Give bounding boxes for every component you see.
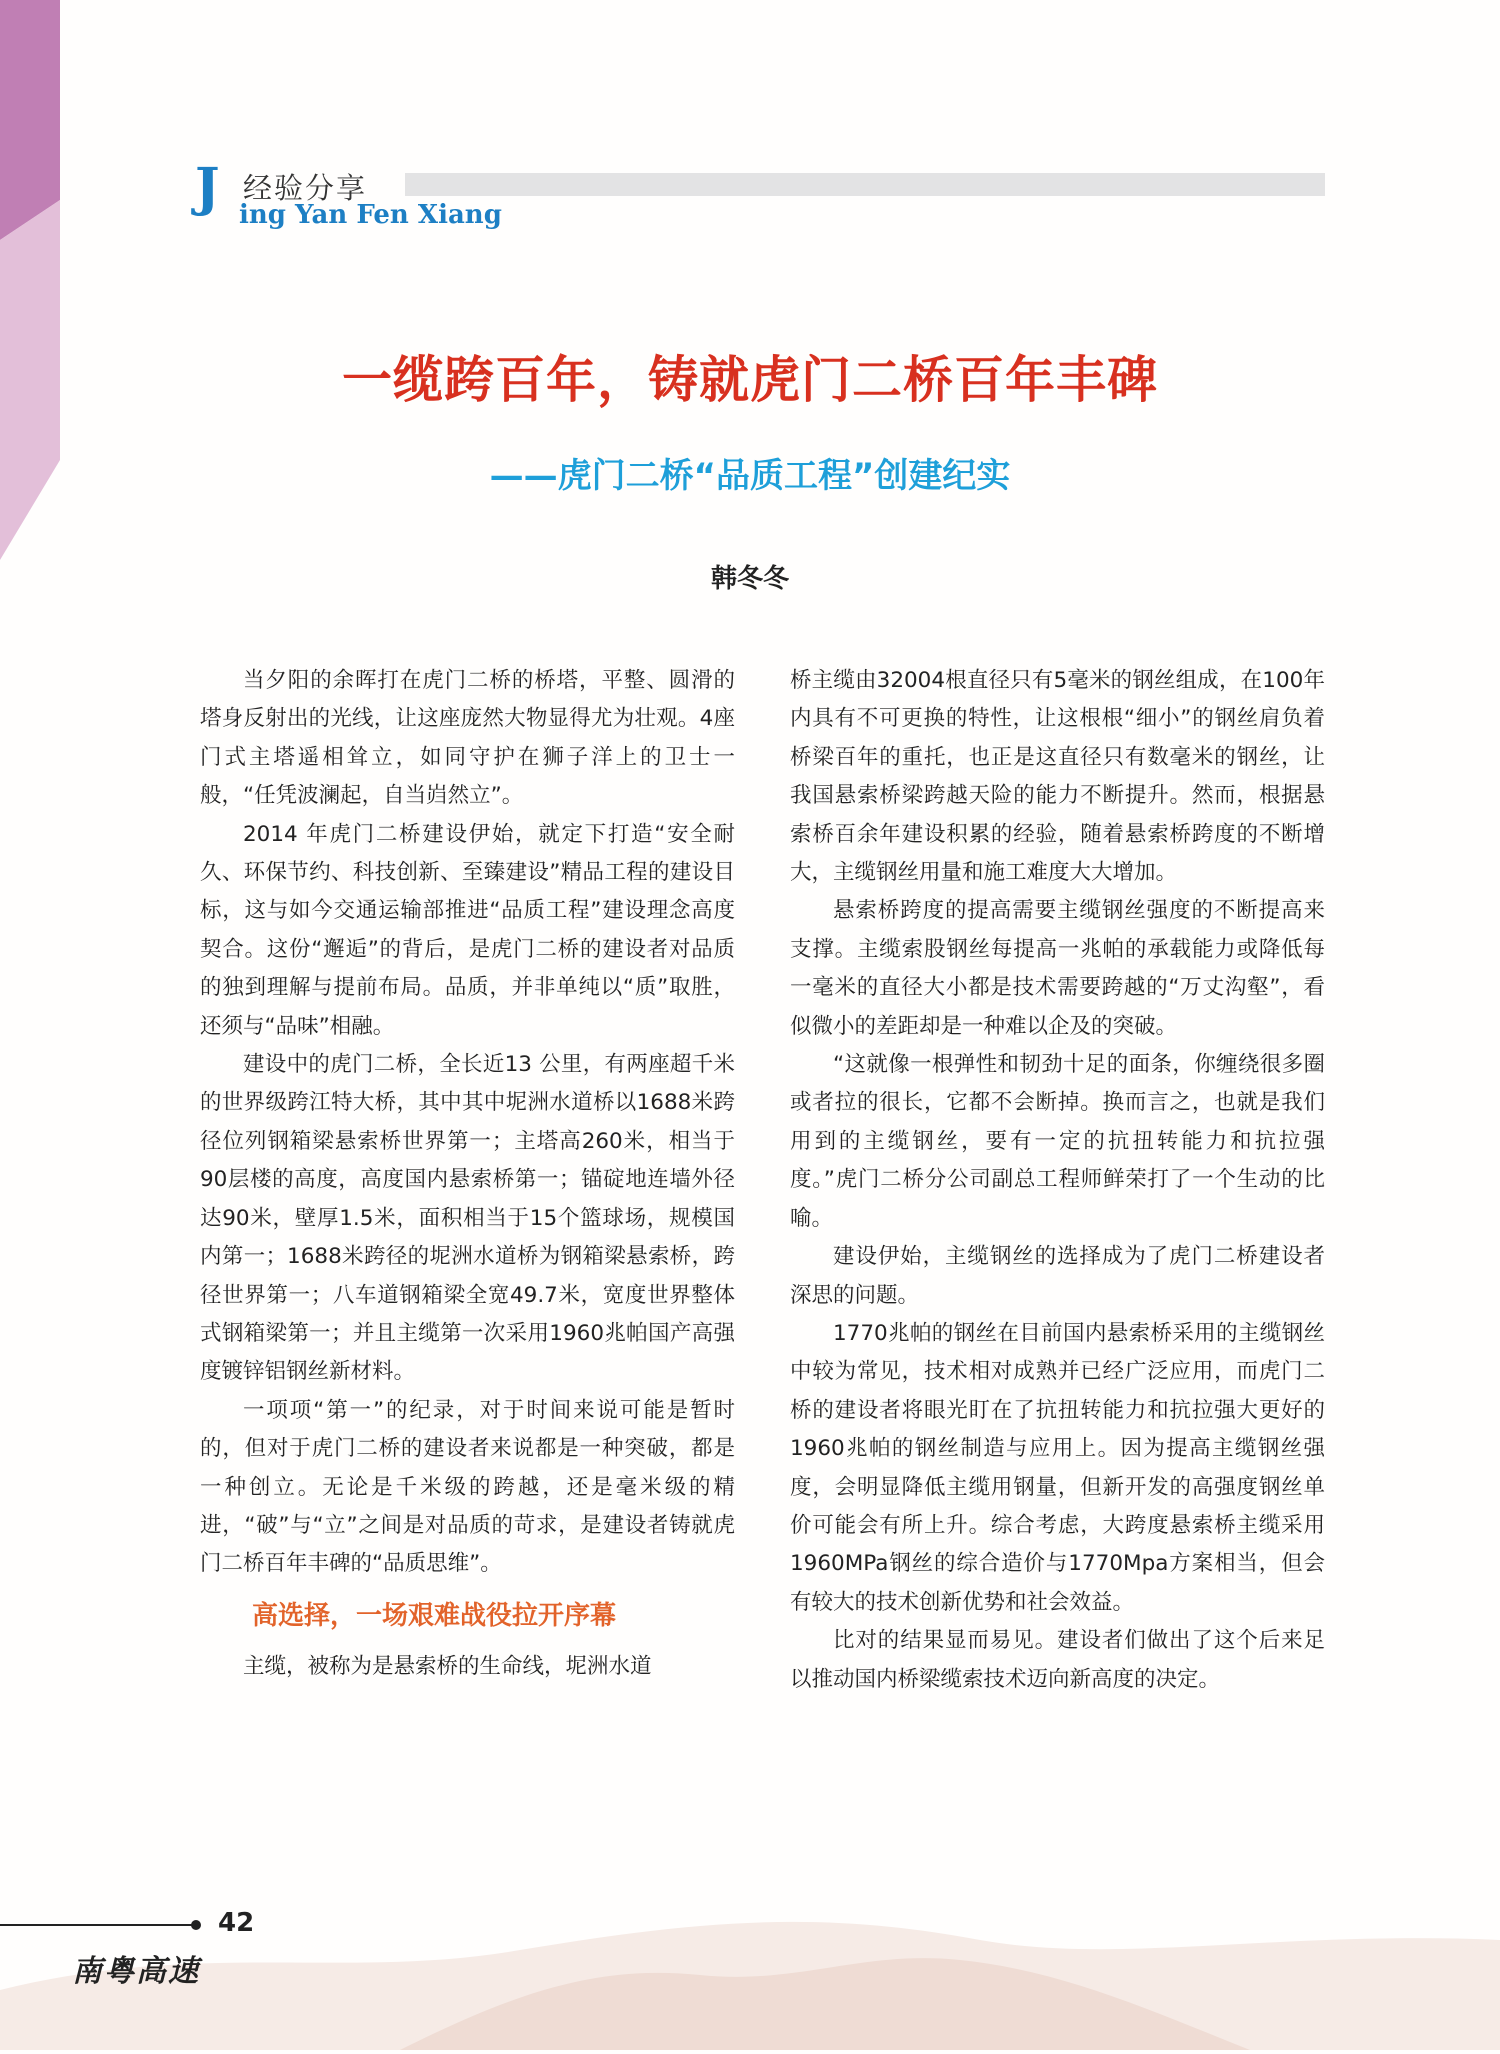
paragraph: 一项项“第一”的纪录，对于时间来说可能是暂时的，但对于虎门二桥的建设者来说都是一种突破，都是一种创立。无论是千米级的跨越，还是毫米级的精进，“破”与“立”之间是对品质的苛求，是建设者铸就虎门二桥百年丰碑的“品质思维”。 [200,1397,735,1577]
column-header [195,157,1325,240]
paragraph: 建设伊始，主缆钢丝的选择成为了虎门二桥建设者深思的问题。 [790,1244,1325,1308]
paragraph: 桥主缆由32004根直径只有5毫米的钢丝组成，在100年内具有不可更换的特性，让这根根“细小”的钢丝肩负着桥梁百年的重托，也正是这直径只有数毫米的钢丝，让我国悬索桥梁跨越天险的能力不断提升。然而，根据悬索桥百余年建设积累的经验，随着悬索桥跨度的不断增大，主缆钢丝用量和施工难度大大增加。 [790,668,1325,886]
paragraph: “这就像一根弹性和韧劲十足的面条，你缠绕很多圈或者拉的很长，它都不会断掉。换而言之，也就是我们用到的主缆钢丝，要有一定的抗扭转能力和抗拉强度。”虎门二桥分公司副总工程师鲜荣打了一个生动的比喻。 [790,1052,1325,1231]
left-column [200,662,735,1686]
article-subtitle: ——虎门二桥“品质工程”创建纪实 [489,456,1011,496]
article-author: 韩冬冬 [710,564,789,594]
page-number: 42 [218,1908,255,1938]
right-column [790,662,1325,1699]
footer-rule [0,1924,196,1926]
column-initial: J [195,157,220,218]
column-pinyin: ing Yan Fen Xiang [239,200,502,230]
paragraph: 比对的结果显而易见。建设者们做出了这个后来足以推动国内桥梁缆索技术迈向新高度的决定。 [790,1628,1325,1692]
section-heading: 高选择，一场艰难战役拉开序幕 [252,1600,617,1631]
paragraph: 主缆，被称为是悬索桥的生命线，坭洲水道 [243,1653,652,1679]
column-title: 经验分享 [243,171,368,205]
paragraph: 建设中的虎门二桥，全长近13 公里，有两座超千米的世界级跨江特大桥，其中其中坭洲水道桥以1688米跨径位列钢箱梁悬索桥世界第一；主塔高260米，相当于90层楼的高度，高度国内悬索桥第一；锚碇地连墙外径达90米，壁厚1.5米，面积相当于15个篮球场，规模国内第一；1688米跨径的坭洲水道桥为钢箱梁悬索桥，跨径世界第一；八车道钢箱梁全宽49.7米，宽度世界整体式钢箱梁第一；并且主缆第一次采用1960兆帕国产高强度镀锌铝钢丝新材料。 [200,1052,735,1385]
paragraph: 悬索桥跨度的提高需要主缆钢丝强度的不断提高来支撑。主缆索股钢丝每提高一兆帕的承载能力或降低每一毫米的直径大小都是技术需要跨越的“万丈沟壑”，看似微小的差距却是一种难以企及的突破。 [790,898,1325,1039]
paragraph: 2014 年虎门二桥建设伊始，就定下打造“安全耐久、环保节约、科技创新、至臻建设”精品工程的建设目标，这与如今交通运输部推进“品质工程”建设理念高度契合。这份“邂逅”的背后，是虎门二桥的建设者对品质的独到理解与提前布局。品质，并非单纯以“质”取胜，还须与“品味”相融。 [200,821,735,1039]
magazine-logo: 南粤高速 [72,1954,200,1989]
article-title: 一缆跨百年，铸就虎门二桥百年丰碑 [342,351,1158,409]
footer-dot [191,1920,201,1930]
paragraph: 1770兆帕的钢丝在目前国内悬索桥采用的主缆钢丝中较为常见，技术相对成熟并已经广泛应用，而虎门二桥的建设者将眼光盯在了抗扭转能力和抗拉强大更好的1960兆帕的钢丝制造与应用上。因为提高主缆钢丝强度，会明显降低主缆用钢量，但新开发的高强度钢丝单价可能会有所上升。综合考虑，大跨度悬索桥主缆采用1960MPa钢丝的综合造价与1770Mpa方案相当，但会有较大的技术创新优势和社会效益。 [790,1320,1325,1615]
column-header-bar [405,173,1325,196]
paragraph: 当夕阳的余晖打在虎门二桥的桥塔，平整、圆滑的塔身反射出的光线，让这座庞然大物显得尤为壮观。4座门式主塔遥相耸立，如同守护在狮子洋上的卫士一般，“任凭波澜起，自当岿然立”。 [200,668,735,809]
